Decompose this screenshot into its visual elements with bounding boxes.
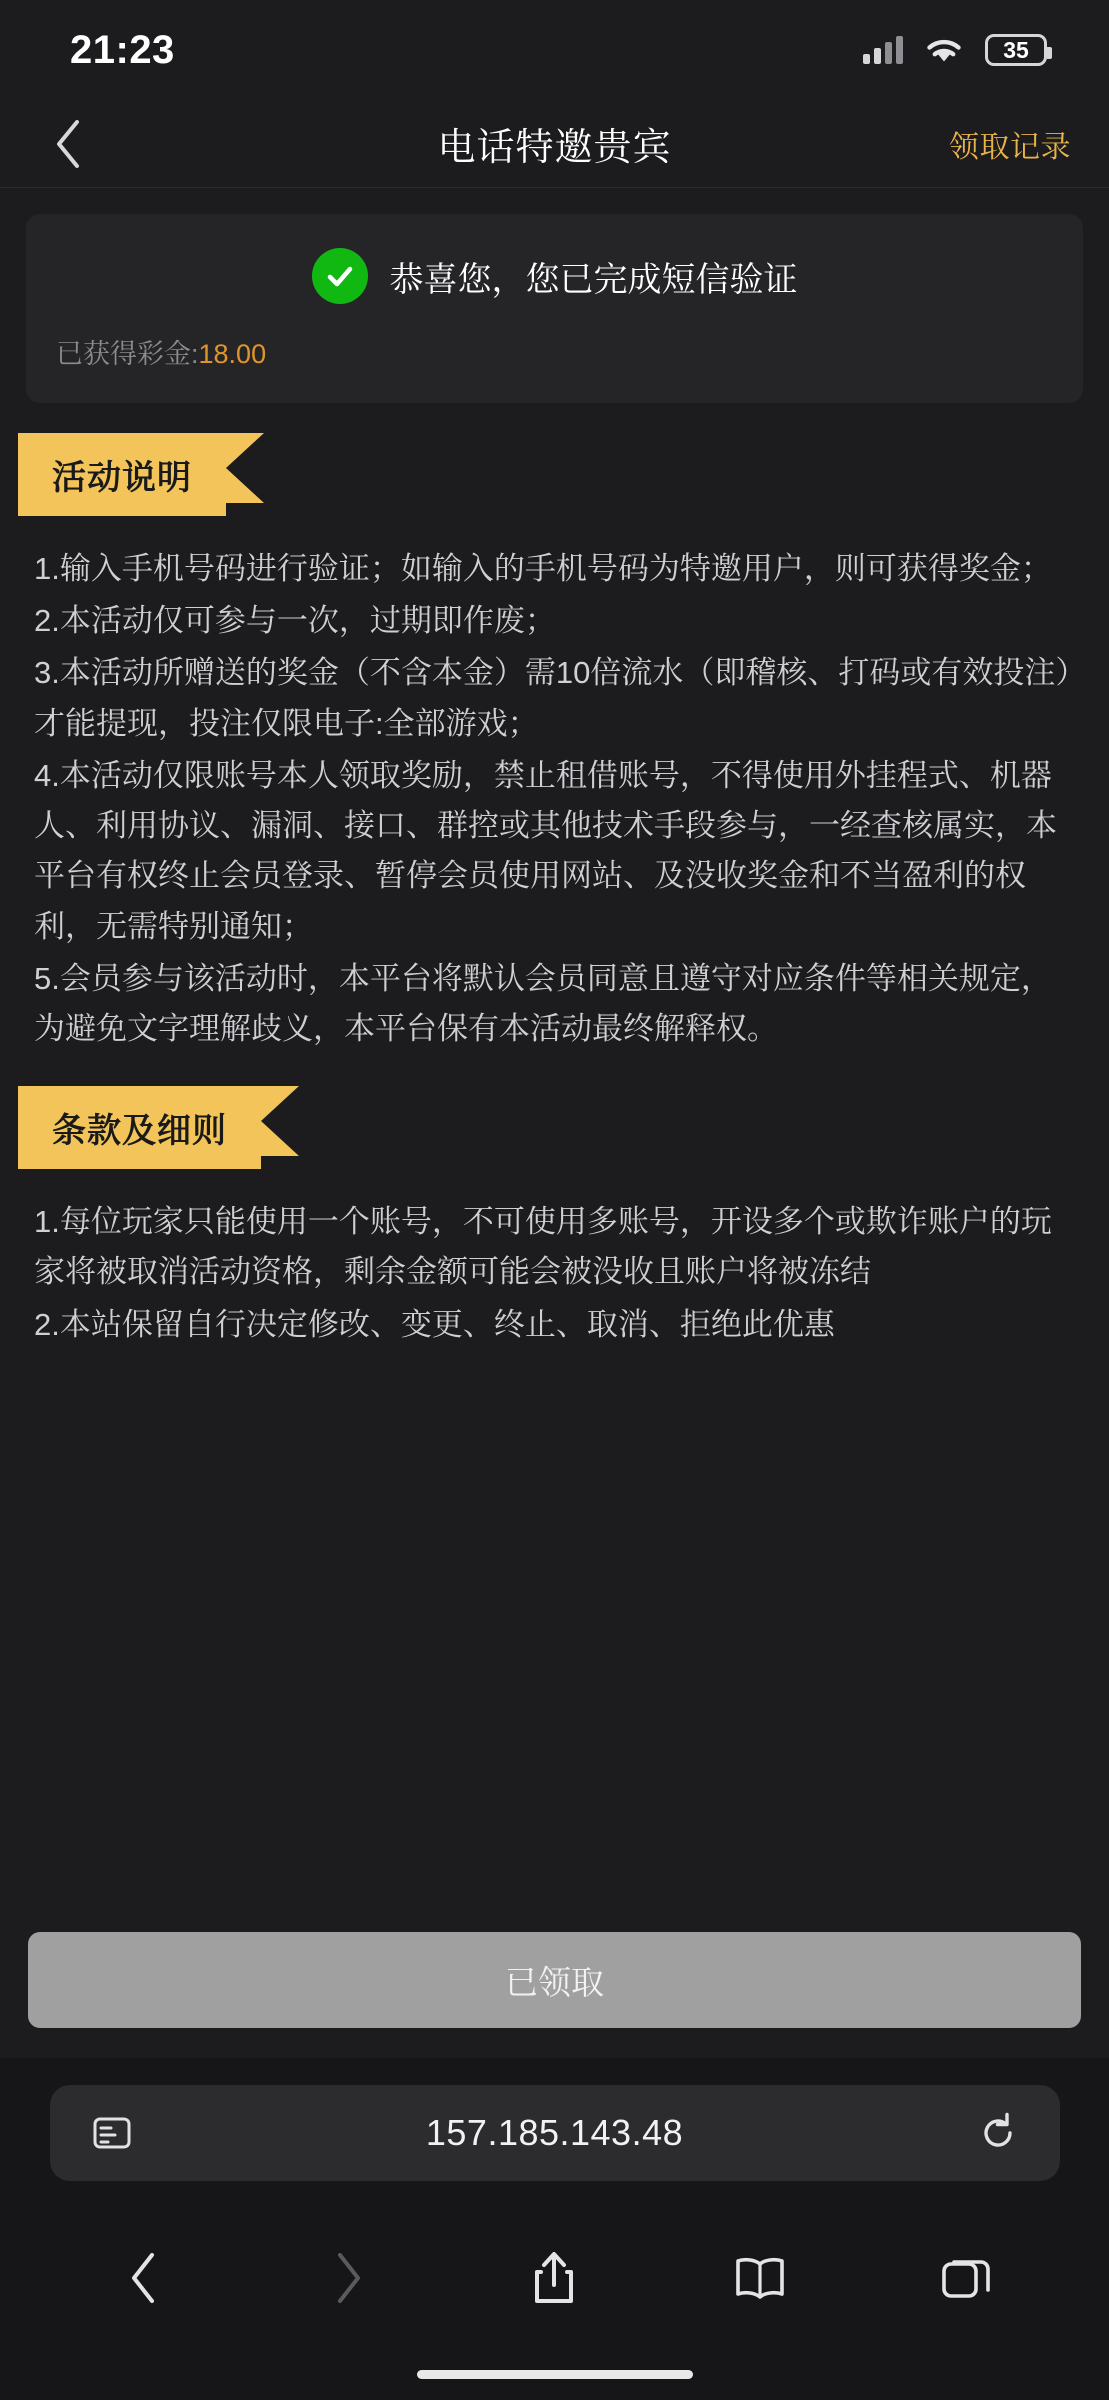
wifi-icon bbox=[923, 35, 965, 65]
terms-text bbox=[0, 1169, 1109, 1350]
success-check-icon bbox=[312, 248, 368, 304]
cellular-signal-icon bbox=[863, 36, 903, 64]
battery-icon bbox=[985, 34, 1047, 66]
reward-amount-row bbox=[56, 332, 1053, 371]
back-chevron-icon[interactable] bbox=[38, 114, 98, 174]
bookmarks-icon[interactable] bbox=[720, 2238, 800, 2318]
browser-url-bar bbox=[0, 2058, 1109, 2208]
reader-view-icon[interactable] bbox=[84, 2105, 140, 2161]
activity-rules-text bbox=[0, 516, 1109, 1054]
browser-toolbar bbox=[0, 2208, 1109, 2348]
battery-level: 35 bbox=[1003, 36, 1029, 63]
rule-line: 5.会员参与该活动时，本平台将默认会员同意且遵守对应条件等相关规定，为避免文字理解歧义，本平台保有本活动最终解释权。 bbox=[34, 960, 1052, 1046]
terms-line: 2.本站保留自行决定修改、变更、终止、取消、拒绝此优惠 bbox=[34, 1306, 835, 1342]
verification-result-header bbox=[56, 248, 1053, 304]
home-indicator-area bbox=[0, 2348, 1109, 2400]
browser-back-icon[interactable] bbox=[103, 2238, 183, 2318]
status-bar bbox=[0, 0, 1109, 100]
reload-icon[interactable] bbox=[970, 2105, 1026, 2161]
share-icon[interactable] bbox=[514, 2238, 594, 2318]
verification-result-card bbox=[26, 214, 1083, 403]
claim-records-link[interactable]: 领取记录 bbox=[949, 130, 1071, 164]
cta-container bbox=[0, 1910, 1109, 2058]
browser-forward-icon bbox=[309, 2238, 389, 2318]
rule-line: 4.本活动仅限账号本人领取奖励，禁止租借账号，不得使用外挂程式、机器人、利用协议、漏洞、接口、群控或其他技术手段参与，一经查核属实，本平台有权终止会员登录、暂停会员使用网站、及没收奖金和不当盈利的权利，无需特别通知； bbox=[34, 757, 1057, 944]
rule-line: 3.本活动所赠送的奖金（不含本金）需10倍流水（即稽核、打码或有效投注）才能提现，投注仅限电子:全部游戏； bbox=[34, 655, 1071, 741]
terms-line: 1.每位玩家只能使用一个账号，不可使用多账号，开设多个或欺诈账户的玩家将被取消活动资格，剩余金额可能会被没收且账户将被冻结 bbox=[34, 1204, 1052, 1290]
rule-line: 1.输入手机号码进行验证；如输入的手机号码为特邀用户，则可获得奖金； bbox=[34, 551, 1052, 586]
tabs-icon[interactable] bbox=[926, 2238, 1006, 2318]
claimed-button[interactable]: 已领取 bbox=[28, 1932, 1081, 2028]
status-time: 21:23 bbox=[70, 27, 175, 72]
url-pill[interactable] bbox=[50, 2085, 1060, 2181]
reward-value: 18.00 bbox=[198, 339, 267, 369]
page-content bbox=[0, 188, 1109, 2058]
verification-message: 恭喜您，您已完成短信验证 bbox=[389, 260, 798, 299]
section-tag-activity-rules: 活动说明 bbox=[18, 433, 226, 516]
rule-line: 2.本活动仅可参与一次，过期即作废； bbox=[34, 603, 556, 639]
page-title: 电话特邀贵宾 bbox=[437, 127, 672, 169]
section-tag-terms: 条款及细则 bbox=[18, 1086, 261, 1169]
home-indicator[interactable] bbox=[417, 2370, 693, 2379]
navigation-bar bbox=[0, 100, 1109, 188]
reward-label: 已获得彩金: bbox=[56, 339, 199, 369]
status-indicators bbox=[863, 34, 1047, 66]
url-text[interactable]: 157.185.143.48 bbox=[425, 2112, 684, 2153]
